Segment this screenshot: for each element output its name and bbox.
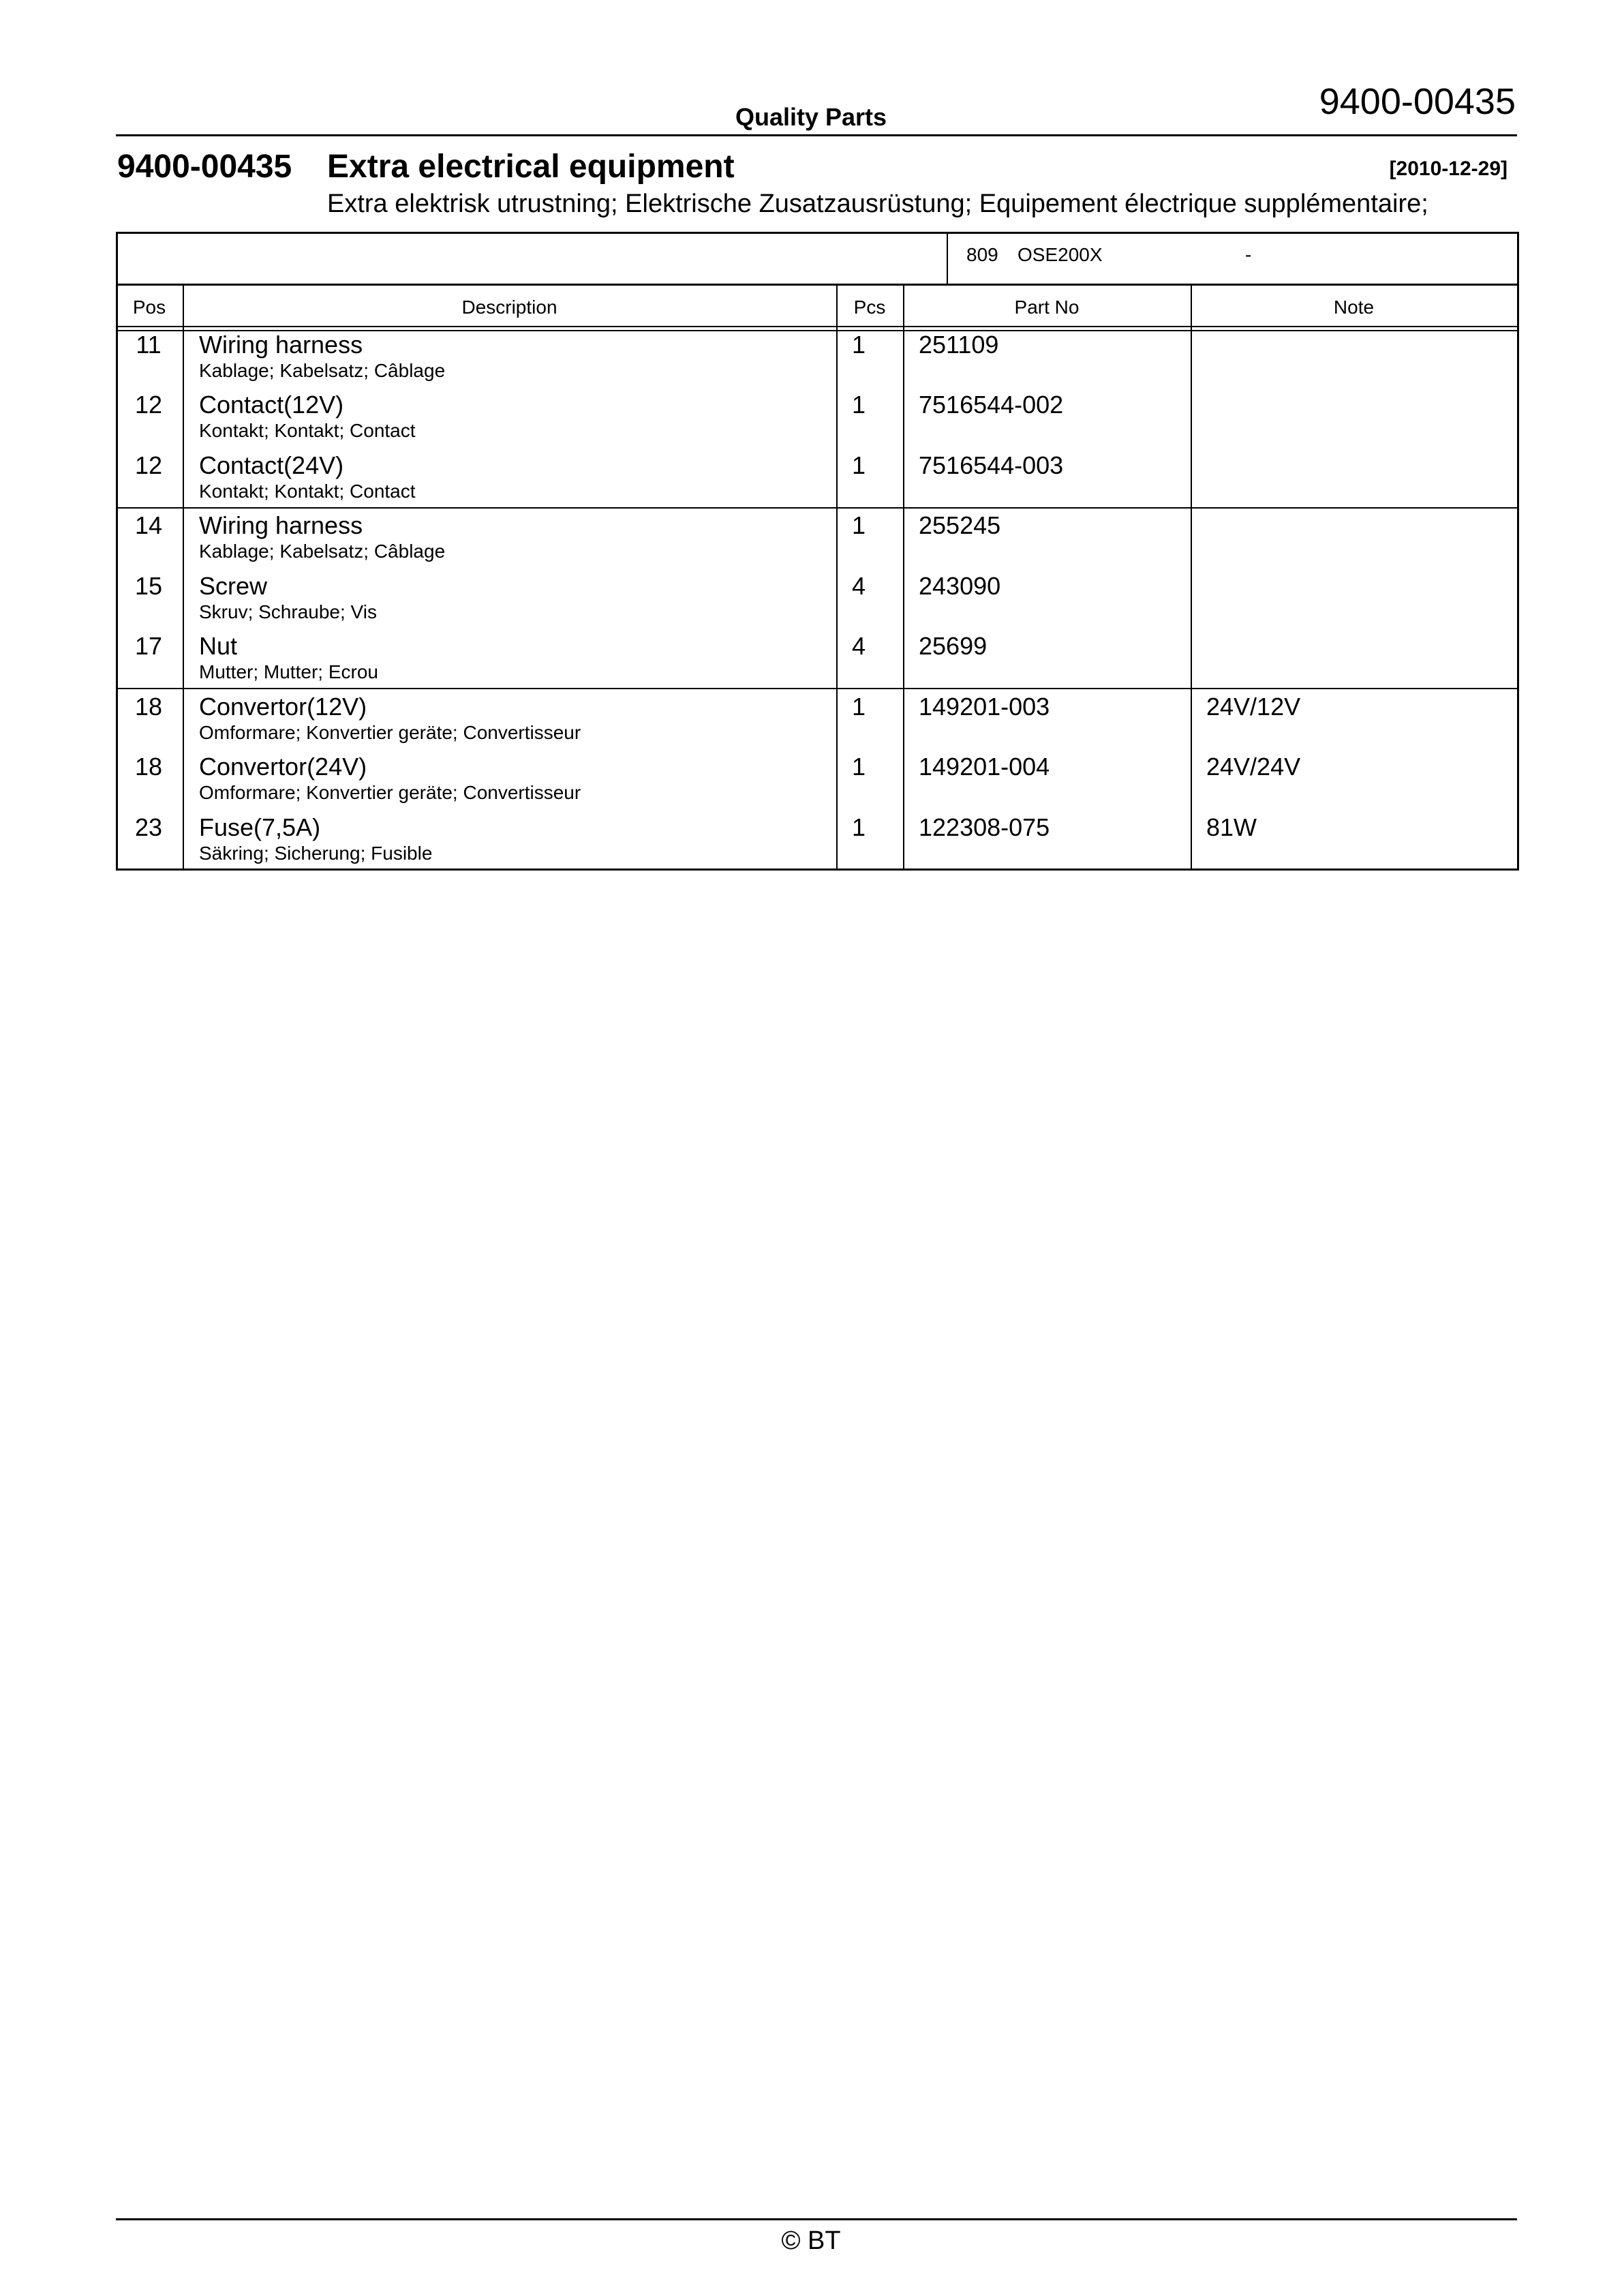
row-note: 81W [1206,813,1257,841]
row-pos: 18 [134,693,163,721]
column-header-pos: Pos [132,297,166,318]
column-divider-pcs [903,285,904,871]
model-name: OSE200X [1017,244,1103,265]
footer-copyright: © BT [781,2226,841,2255]
row-pcs: 1 [852,391,866,419]
row-translation: Kontakt; Kontakt; Contact [199,481,416,502]
row-part-no: 122308-075 [919,813,1050,841]
row-pcs: 1 [852,331,866,359]
column-divider-pos [183,285,184,871]
row-pcs: 1 [852,511,866,539]
row-pcs: 1 [852,753,866,781]
row-note: 24V/24V [1206,753,1301,781]
row-pos: 15 [134,572,163,600]
row-description: Convertor(12V) [199,693,367,721]
row-pcs: 4 [852,572,866,600]
column-header-part-no: Part No [1014,297,1080,318]
column-header-note: Note [1333,297,1375,318]
model-suffix: - [1245,244,1252,265]
group-separator [116,507,1517,509]
column-header-pcs: Pcs [853,297,886,318]
row-description: Contact(24V) [199,451,344,479]
row-description: Convertor(24V) [199,753,367,781]
row-part-no: 7516544-003 [919,451,1064,479]
row-pos: 14 [134,511,163,539]
header-rule [116,134,1517,136]
row-pos: 12 [134,391,163,419]
row-description: Nut [199,632,238,660]
column-header-description: Description [461,297,557,318]
model-box [116,232,1519,286]
row-part-no: 243090 [919,572,1001,600]
row-pcs: 1 [852,451,866,479]
model-code: 809 [966,244,998,265]
row-part-no: 251109 [919,331,999,359]
row-description: Fuse(7,5A) [199,813,321,841]
row-description: Contact(12V) [199,391,344,419]
footer-rule [116,2218,1517,2220]
row-translation: Kontakt; Kontakt; Contact [199,420,416,441]
section-title: Extra electrical equipment [327,149,735,185]
row-part-no: 149201-004 [919,753,1050,781]
row-translation: Kablage; Kabelsatz; Câblage [199,541,446,562]
row-translation: Skruv; Schraube; Vis [199,601,377,622]
row-part-no: 149201-003 [919,693,1050,721]
section-title-translations: Extra elektrisk utrustning; Elektrische Zusatzausrüstung; Equipement électrique supplémentaire; [327,190,1428,218]
row-translation: Mutter; Mutter; Ecrou [199,661,378,682]
column-divider-partno [1191,285,1192,871]
row-translation: Omformare; Konvertier geräte; Convertisseur [199,782,581,803]
row-part-no: 7516544-002 [919,391,1064,419]
column-divider-description [836,285,838,871]
row-pos: 12 [134,451,163,479]
section-code: 9400-00435 [117,149,292,185]
row-pos: 18 [134,753,163,781]
row-translation: Omformare; Konvertier geräte; Convertisseur [199,722,581,743]
row-pcs: 1 [852,813,866,841]
model-divider [947,232,948,284]
header-separator [116,326,1517,327]
row-pos: 11 [136,331,162,359]
row-translation: Kablage; Kabelsatz; Câblage [199,360,446,381]
row-note: 24V/12V [1206,693,1301,721]
row-pcs: 1 [852,693,866,721]
row-pcs: 4 [852,632,866,660]
header-title: Quality Parts [735,103,887,131]
row-description: Wiring harness [199,511,363,539]
row-description: Wiring harness [199,331,363,359]
row-translation: Säkring; Sicherung; Fusible [199,843,433,864]
row-pos: 17 [134,632,163,660]
row-part-no: 25699 [919,632,988,660]
row-part-no: 255245 [919,511,1001,539]
group-separator [116,688,1517,689]
row-pos: 23 [134,813,163,841]
document-number: 9400-00435 [1319,81,1516,122]
row-description: Screw [199,572,268,600]
section-date: [2010-12-29] [1389,157,1508,180]
